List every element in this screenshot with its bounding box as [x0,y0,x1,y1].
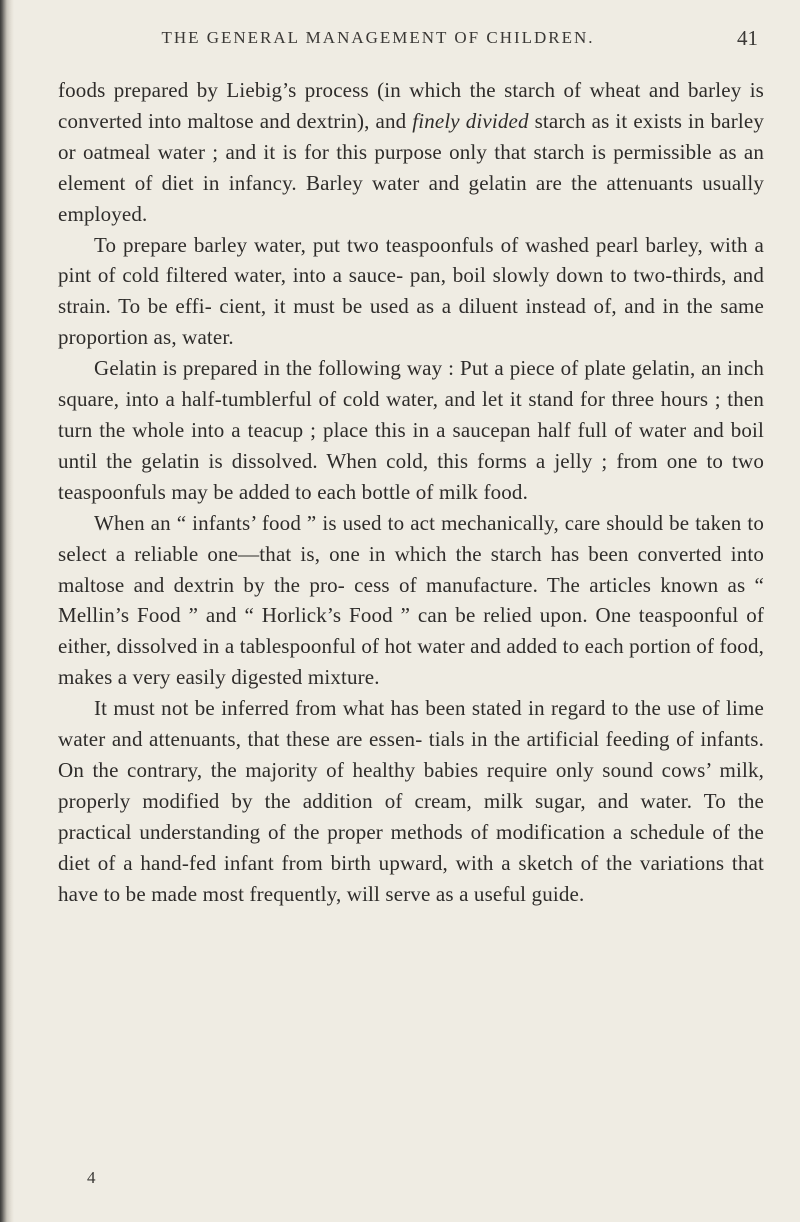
italic-phrase: finely divided [412,108,529,133]
body-text [58,75,764,909]
paragraph-text: starch as it exists in barley or oatmeal water ; and it is for this purpose only that starch is permissible as an element of diet in infancy. Barley water and gelatin are the attenuants usually employed. [58,108,764,226]
book-binding-edge [0,0,14,1222]
paragraph-continued [58,75,764,230]
page-header [58,28,758,54]
page-number: 41 [737,26,758,50]
paragraph-text: foods prepared by Liebig’s process (in which the starch of wheat and barley is converted into maltose and dextrin), and [58,78,764,133]
signature-mark: 4 [87,1168,96,1187]
paragraph-healthy-babies: It must not be inferred from what has been stated in regard to the use of lime water and attenuants, that these are essen- tials in the artificial feeding of infants. On the contrary, the majority of healthy babies require only sound cows’ milk, properly modified by the addition of cream, milk sugar, and water. To the practical understanding of the proper methods of modification a schedule of the diet of a hand-fed infant from birth upward, with a sketch of the variations that have to be made most frequently, will serve as a useful guide. [58,696,764,906]
paragraph-gelatin: Gelatin is prepared in the following way : Put a piece of plate gelatin, an inch square, into a half-tumblerful of cold water, and let it stand for three hours ; then turn the whole into a teacup ; place this in a saucepan half full of water and boil until the gelatin is dissolved. When cold, this forms a jelly ; from one to two teaspoonfuls may be added to each bottle of milk food. [58,356,764,504]
running-head: THE GENERAL MANAGEMENT OF CHILDREN. [161,28,595,47]
paragraph-barley-water: To prepare barley water, put two teaspoonfuls of washed pearl barley, with a pint of cold filtered water, into a sauce- pan, boil slowly down to two-thirds, and strain. To be effi- cient, it must be used as a diluent instead of, and in the same proportion as, water. [58,232,764,350]
paragraph-infants-food: When an “ infants’ food ” is used to act mechanically, care should be taken to select a reliable one—that is, one in which the starch has been converted into maltose and dextrin by the pro- cess of manufacture. The articles known as “ Mellin’s Food ” and “ Horlick’s Food ” can be relied upon. One teaspoonful of either, dissolved in a tablespoonful of hot water and added to each portion of food, makes a very easily digested mixture. [58,510,764,690]
